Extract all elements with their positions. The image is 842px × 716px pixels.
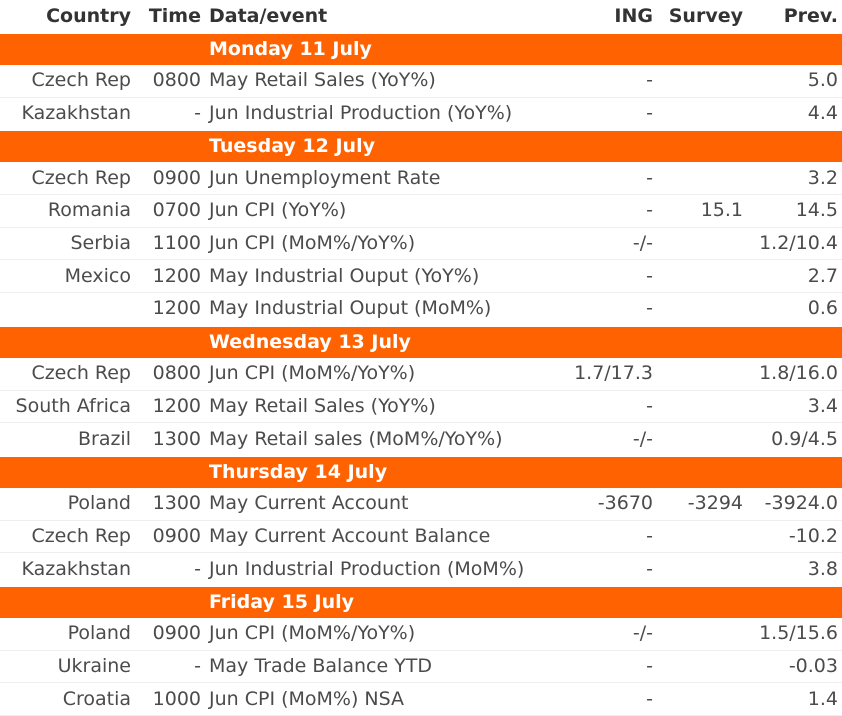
ing-forecast-cell: - [555, 390, 657, 423]
time-cell: 1200 [135, 260, 205, 293]
time-cell: 0800 [135, 65, 205, 97]
time-cell: 0800 [135, 358, 205, 390]
previous-cell: 14.5 [747, 195, 842, 228]
day-label: Tuesday 12 July [205, 130, 842, 162]
ing-forecast-cell: - [555, 260, 657, 293]
country-cell: Kazakhstan [0, 97, 135, 130]
event-cell: Jun Industrial Production (MoM%) [205, 553, 555, 586]
previous-cell: 3.4 [747, 390, 842, 423]
header-time: Time [148, 5, 201, 27]
table-row [0, 358, 842, 390]
previous-cell: 5.0 [747, 65, 842, 97]
survey-cell [657, 650, 747, 683]
event-cell: Jun CPI (MoM%/YoY%) [205, 618, 555, 650]
table-row [0, 520, 842, 553]
country-cell: Romania [0, 195, 135, 228]
event-cell: May Industrial Ouput (MoM%) [205, 293, 555, 326]
ing-forecast-cell: - [555, 162, 657, 194]
event-cell: May Industrial Ouput (YoY%) [205, 260, 555, 293]
time-cell: 0900 [135, 520, 205, 553]
survey-cell [657, 227, 747, 260]
ing-forecast-cell: - [555, 553, 657, 586]
header-prev: Prev. [783, 5, 838, 27]
previous-cell: 4.4 [747, 97, 842, 130]
survey-cell [657, 390, 747, 423]
time-cell: 0700 [135, 195, 205, 228]
time-cell: 1300 [135, 488, 205, 520]
header-event: Data/event [209, 5, 328, 27]
time-cell: 1200 [135, 293, 205, 326]
event-cell: May Retail Sales (YoY%) [205, 390, 555, 423]
table-row [0, 227, 842, 260]
previous-cell: -10.2 [747, 520, 842, 553]
previous-cell: 1.2/10.4 [747, 227, 842, 260]
previous-cell: 1.5/15.6 [747, 618, 842, 650]
table-row [0, 195, 842, 228]
survey-cell [657, 520, 747, 553]
survey-cell [657, 423, 747, 456]
ing-forecast-cell: - [555, 650, 657, 683]
country-cell: South Africa [0, 390, 135, 423]
day-header-row [0, 130, 842, 162]
day-header-row [0, 586, 842, 618]
previous-cell: 3.2 [747, 162, 842, 194]
header-survey: Survey [668, 5, 743, 27]
ing-forecast-cell: - [555, 65, 657, 97]
time-cell: - [135, 650, 205, 683]
day-header-row [0, 456, 842, 488]
header-country: Country [46, 5, 131, 27]
previous-cell: 0.6 [747, 293, 842, 326]
survey-cell [657, 162, 747, 194]
survey-cell [657, 553, 747, 586]
country-cell: Czech Rep [0, 162, 135, 194]
time-cell: - [135, 553, 205, 586]
day-header-row [0, 33, 842, 65]
previous-cell: 1.4 [747, 683, 842, 716]
survey-cell [657, 65, 747, 97]
time-cell: 1100 [135, 227, 205, 260]
event-cell: May Current Account Balance [205, 520, 555, 553]
table-row [0, 390, 842, 423]
time-cell: - [135, 97, 205, 130]
country-cell: Brazil [0, 423, 135, 456]
country-cell: Czech Rep [0, 520, 135, 553]
day-band-spacer [0, 586, 205, 618]
survey-cell [657, 683, 747, 716]
event-cell: May Trade Balance YTD [205, 650, 555, 683]
ing-forecast-cell: - [555, 520, 657, 553]
header-row [0, 0, 842, 33]
event-cell: Jun CPI (MoM%/YoY%) [205, 358, 555, 390]
survey-cell [657, 618, 747, 650]
event-cell: May Retail Sales (YoY%) [205, 65, 555, 97]
ing-forecast-cell: -/- [555, 618, 657, 650]
country-cell: Mexico [0, 260, 135, 293]
country-cell: Kazakhstan [0, 553, 135, 586]
country-cell: Poland [0, 488, 135, 520]
survey-cell: 15.1 [657, 195, 747, 228]
time-cell: 1300 [135, 423, 205, 456]
country-cell: Czech Rep [0, 358, 135, 390]
day-label: Monday 11 July [205, 33, 842, 65]
previous-cell: 0.9/4.5 [747, 423, 842, 456]
country-cell [0, 293, 135, 326]
previous-cell: -0.03 [747, 650, 842, 683]
ing-forecast-cell: -/- [555, 227, 657, 260]
table-row [0, 423, 842, 456]
day-label: Friday 15 July [205, 586, 842, 618]
table-row [0, 260, 842, 293]
time-cell: 0900 [135, 162, 205, 194]
country-cell: Poland [0, 618, 135, 650]
ing-forecast-cell: - [555, 293, 657, 326]
table-row [0, 650, 842, 683]
country-cell: Czech Rep [0, 65, 135, 97]
day-label: Wednesday 13 July [205, 326, 842, 358]
table-row [0, 553, 842, 586]
day-band-spacer [0, 33, 205, 65]
day-band-spacer [0, 326, 205, 358]
table-row [0, 162, 842, 194]
table-row [0, 618, 842, 650]
previous-cell: 1.8/16.0 [747, 358, 842, 390]
survey-cell: -3294 [657, 488, 747, 520]
ing-forecast-cell: -/- [555, 423, 657, 456]
event-cell: Jun Unemployment Rate [205, 162, 555, 194]
time-cell: 0900 [135, 618, 205, 650]
previous-cell: 3.8 [747, 553, 842, 586]
table-row [0, 293, 842, 326]
previous-cell: -3924.0 [747, 488, 842, 520]
ing-forecast-cell: - [555, 683, 657, 716]
survey-cell [657, 293, 747, 326]
time-cell: 1200 [135, 390, 205, 423]
table-row [0, 65, 842, 97]
ing-forecast-cell: - [555, 97, 657, 130]
table-row [0, 488, 842, 520]
day-band-spacer [0, 456, 205, 488]
previous-cell: 2.7 [747, 260, 842, 293]
survey-cell [657, 260, 747, 293]
survey-cell [657, 358, 747, 390]
day-band-spacer [0, 130, 205, 162]
country-cell: Croatia [0, 683, 135, 716]
time-cell: 1000 [135, 683, 205, 716]
day-header-row [0, 326, 842, 358]
country-cell: Serbia [0, 227, 135, 260]
day-label: Thursday 14 July [205, 456, 842, 488]
table-row [0, 683, 842, 716]
ing-forecast-cell: 1.7/17.3 [555, 358, 657, 390]
event-cell: Jun CPI (MoM%/YoY%) [205, 227, 555, 260]
calendar-body [0, 33, 842, 716]
event-cell: Jun CPI (MoM%) NSA [205, 683, 555, 716]
survey-cell [657, 97, 747, 130]
ing-forecast-cell: -3670 [555, 488, 657, 520]
event-cell: Jun CPI (YoY%) [205, 195, 555, 228]
country-cell: Ukraine [0, 650, 135, 683]
event-cell: May Current Account [205, 488, 555, 520]
event-cell: May Retail sales (MoM%/YoY%) [205, 423, 555, 456]
ing-forecast-cell: - [555, 195, 657, 228]
table-row [0, 97, 842, 130]
event-cell: Jun Industrial Production (YoY%) [205, 97, 555, 130]
header-ing: ING [614, 5, 653, 27]
